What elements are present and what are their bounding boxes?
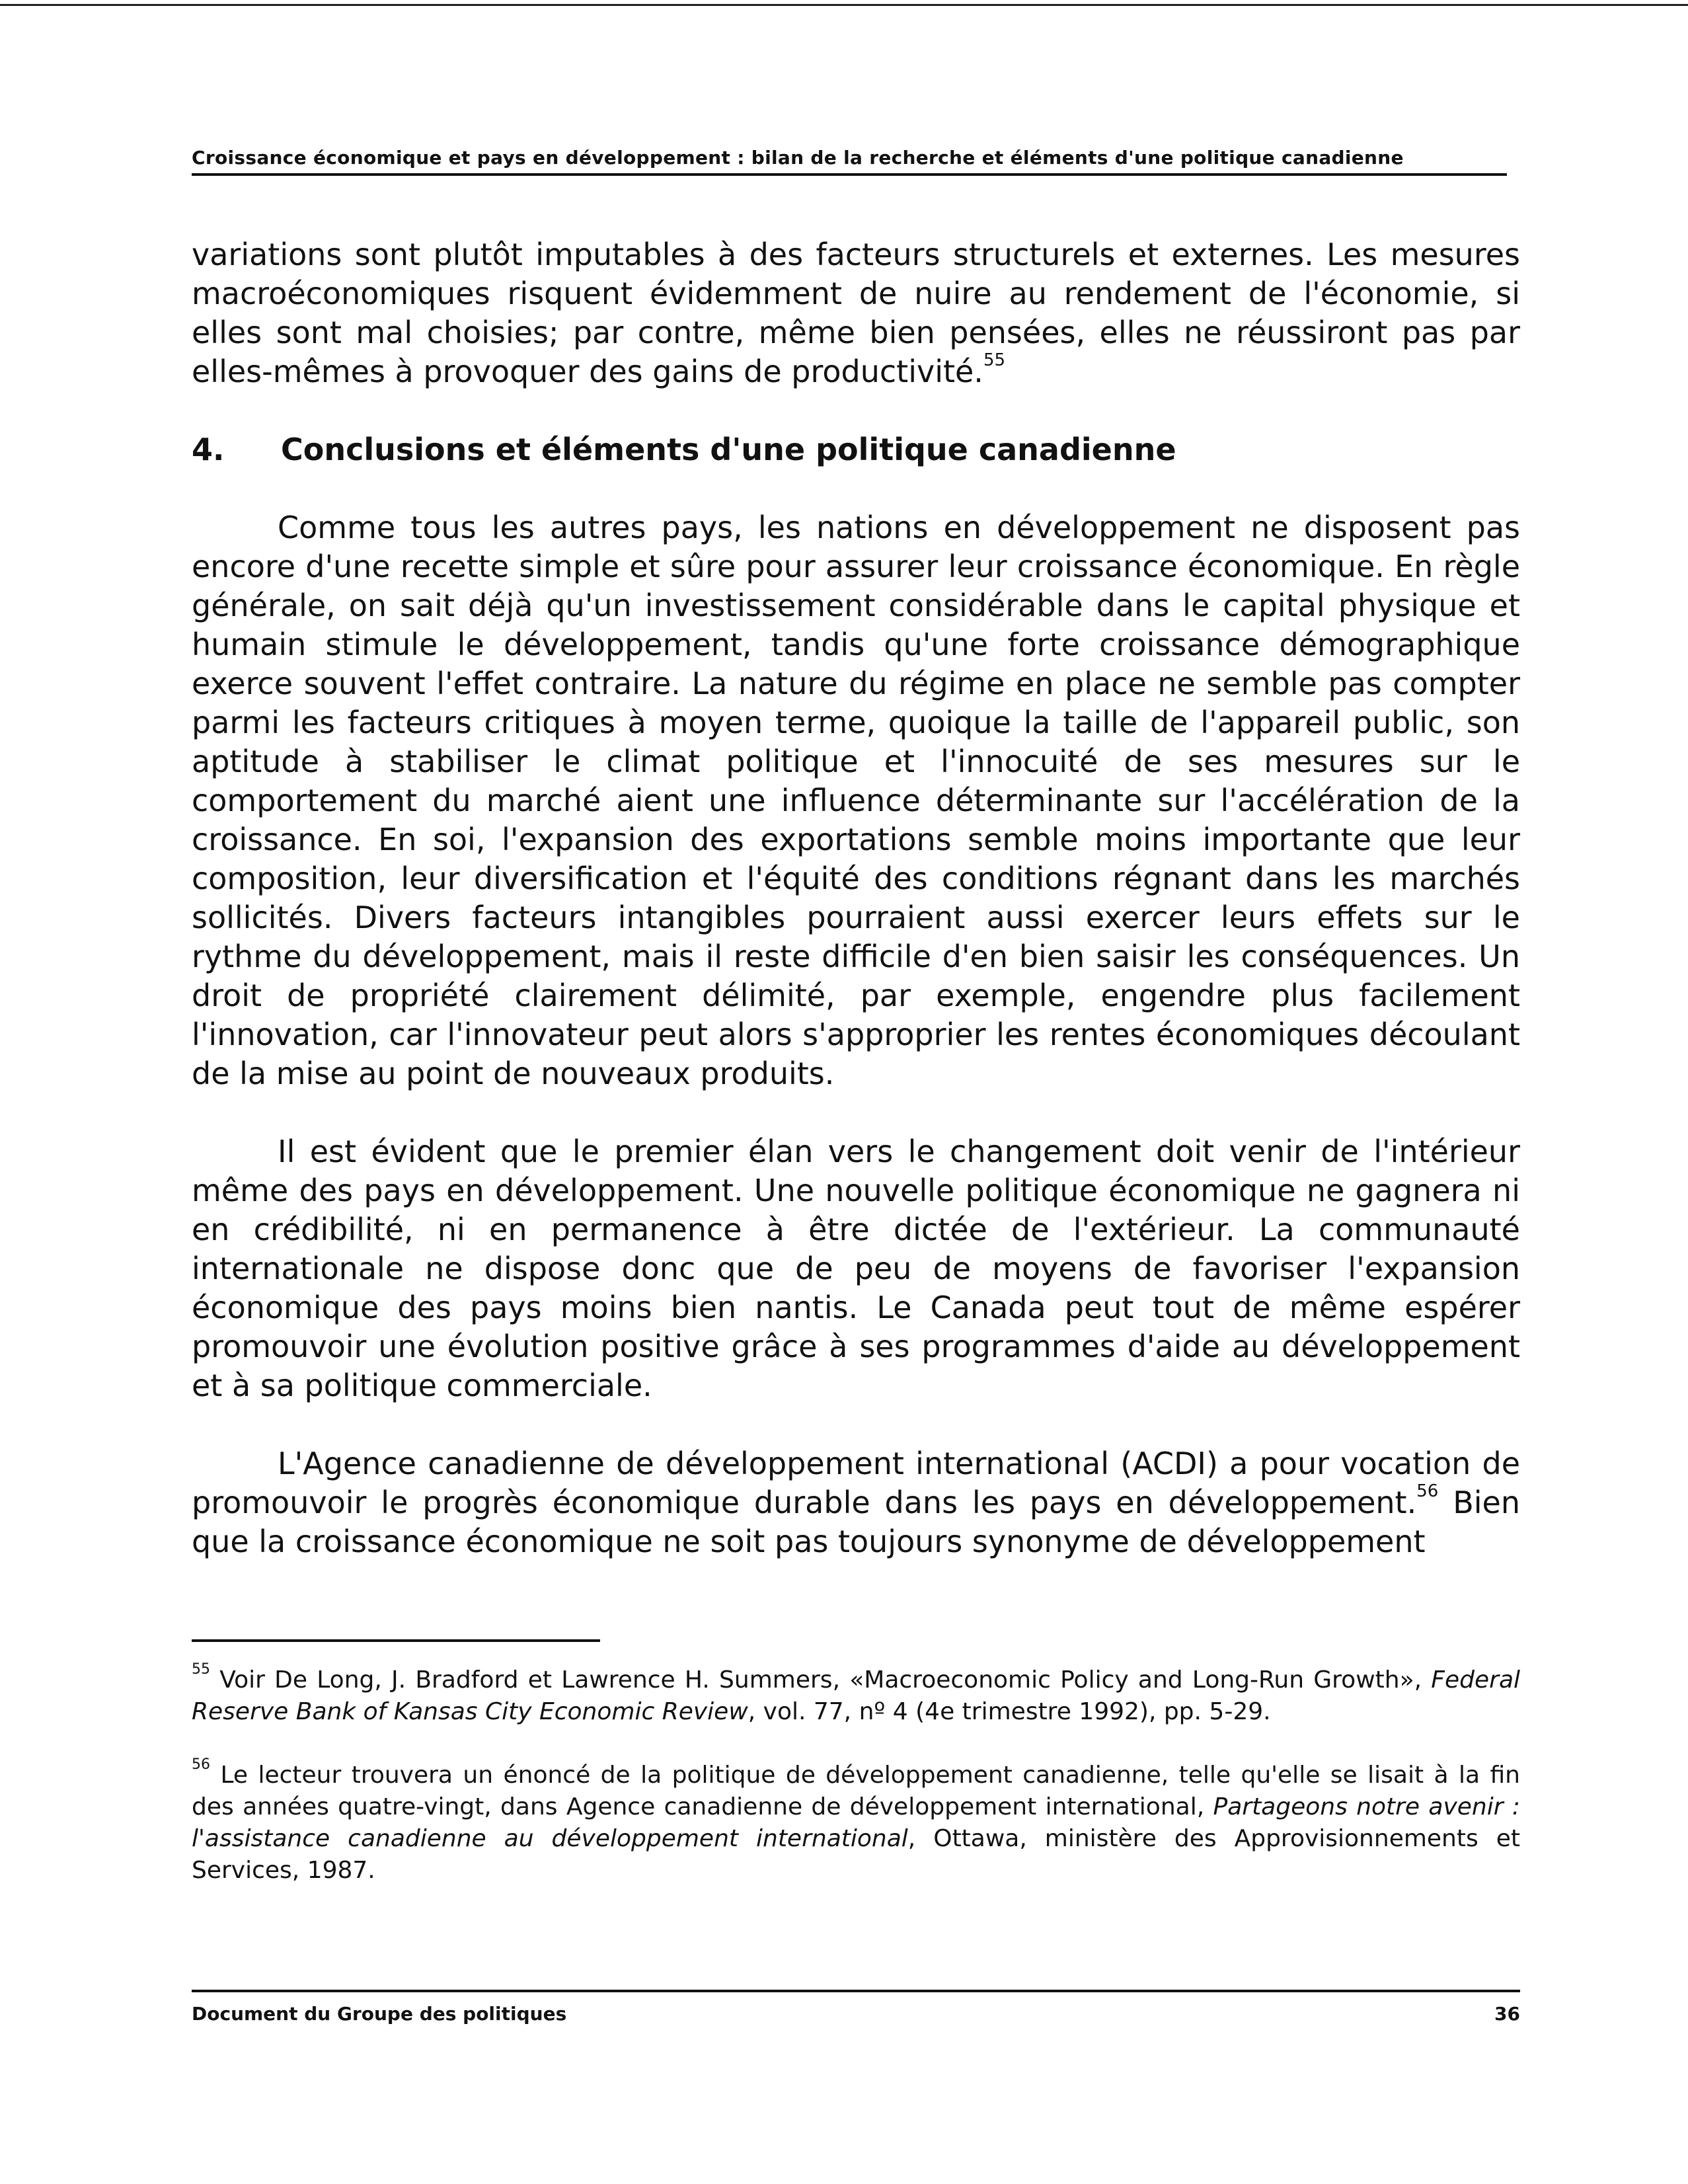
section-heading xyxy=(192,430,1520,469)
paragraph: Il est évident que le premier élan vers le changement doit venir de l'intérieur même des pays en développement. Une nouvelle politique économique ne gagnera ni en crédibilité, ni en permanence à être dictée de l'extérieur. La communauté internationale ne dispose donc que de peu de moyens de favoriser l'expansion économique des pays moins bien nantis. Le Canada peut tout de même espérer promouvoir une évolution positive grâce à ses programmes d'aide au développement et à sa politique commerciale. xyxy=(192,1134,1520,1403)
paragraph-text: Bien que la croissance économique ne soit pas toujours synonyme de développement xyxy=(192,1485,1520,1559)
footnote-text: , Ottawa, ministère des Approvisionnements et Services, 1987. xyxy=(192,1825,1521,1884)
footnotes xyxy=(192,1661,1521,1918)
footnote-title: Partageons notre avenir : l'assistance canadienne au développement international xyxy=(192,1793,1521,1852)
footnote-title: Federal Reserve Bank of Kansas City Economic Review xyxy=(192,1666,1520,1725)
paragraph: Comme tous les autres pays, les nations en développement ne disposent pas encore d'une recette simple et sûre pour assurer leur croissance économique. En règle générale, on sait déjà qu'un investissement considérable dans le capital physique et humain stimule le développement, tandis qu'une forte croissance démographique exerce souvent l'effet contraire. La nature du régime en place ne semble pas compter parmi les facteurs critiques à moyen terme, quoique la taille de l'appareil public, son aptitude à stabiliser le climat politique et l'innocuité de ses mesures sur le comportement du marché aient une influence déterminante sur l'accélération de la croissance. En soi, l'expansion des exportations semble moins importante que leur composition, leur diversification et l'équité des conditions régnant dans les marchés sollicités. Divers facteurs intangibles pourraient aussi exercer leurs effets sur le rythme du développement, mais il reste difficile d'en bien saisir les conséquences. Un droit de propriété clairement délimité, par exemple, engendre plus facilement l'innovation, car l'innovateur peut alors s'approprier les rentes économiques découlant de la mise au point de nouveaux produits. xyxy=(192,510,1520,1091)
footnote-ref-56[interactable]: 56 xyxy=(1416,1481,1439,1501)
section-title: Conclusions et éléments d'une politique canadienne xyxy=(281,432,1176,467)
footnote-55 xyxy=(192,1661,1520,1728)
footnote-number: 55 xyxy=(192,1661,210,1678)
footer-rule xyxy=(192,1990,1520,1992)
footnote-separator xyxy=(192,1639,600,1642)
section-number: 4. xyxy=(192,432,225,467)
footnote-text: , vol. 77, nº 4 (4e trimestre 1992), pp. 5-29. xyxy=(748,1698,1271,1725)
paragraph-continuation xyxy=(192,235,1520,391)
paragraph-text: variations sont plutôt imputables à des facteurs structurels et externes. Les mesures macroéconomiques risquent évidemment de nuire au rendement de l'économie, si elles sont mal choisies; par contre, même bien pensées, elles ne réussiront pas par elles-mêmes à provoquer des gains de productivité. xyxy=(192,237,1520,389)
footer-title: Document du Groupe des politiques xyxy=(192,2003,567,2025)
page-footer xyxy=(192,2003,1520,2025)
footnote-text: Le lecteur trouvera un énoncé de la politique de développement canadienne, telle qu'elle se lisait à la fin des années quatre-vingt, dans Agence canadienne de développement international, xyxy=(192,1762,1520,1820)
footnote-text: Voir De Long, J. Bradford et Lawrence H. Summers, «Macroeconomic Policy and Long-Run Growth», xyxy=(219,1666,1432,1694)
body-text xyxy=(192,235,1520,1600)
footnote-56 xyxy=(192,1756,1521,1887)
footnote-number: 56 xyxy=(192,1756,210,1773)
page-number: 36 xyxy=(1494,2003,1520,2025)
header-rule xyxy=(192,173,1507,176)
footnote-ref-55[interactable]: 55 xyxy=(983,350,1006,370)
paragraph-text: L'Agence canadienne de développement international (ACDI) a pour vocation de promouvoir le progrès économique durable dans les pays en développement. xyxy=(192,1446,1520,1520)
paragraph xyxy=(192,1444,1520,1561)
running-header: Croissance économique et pays en développement : bilan de la recherche et éléments d'une politique canadienne xyxy=(192,147,1404,169)
scan-edge-line xyxy=(0,4,1688,6)
